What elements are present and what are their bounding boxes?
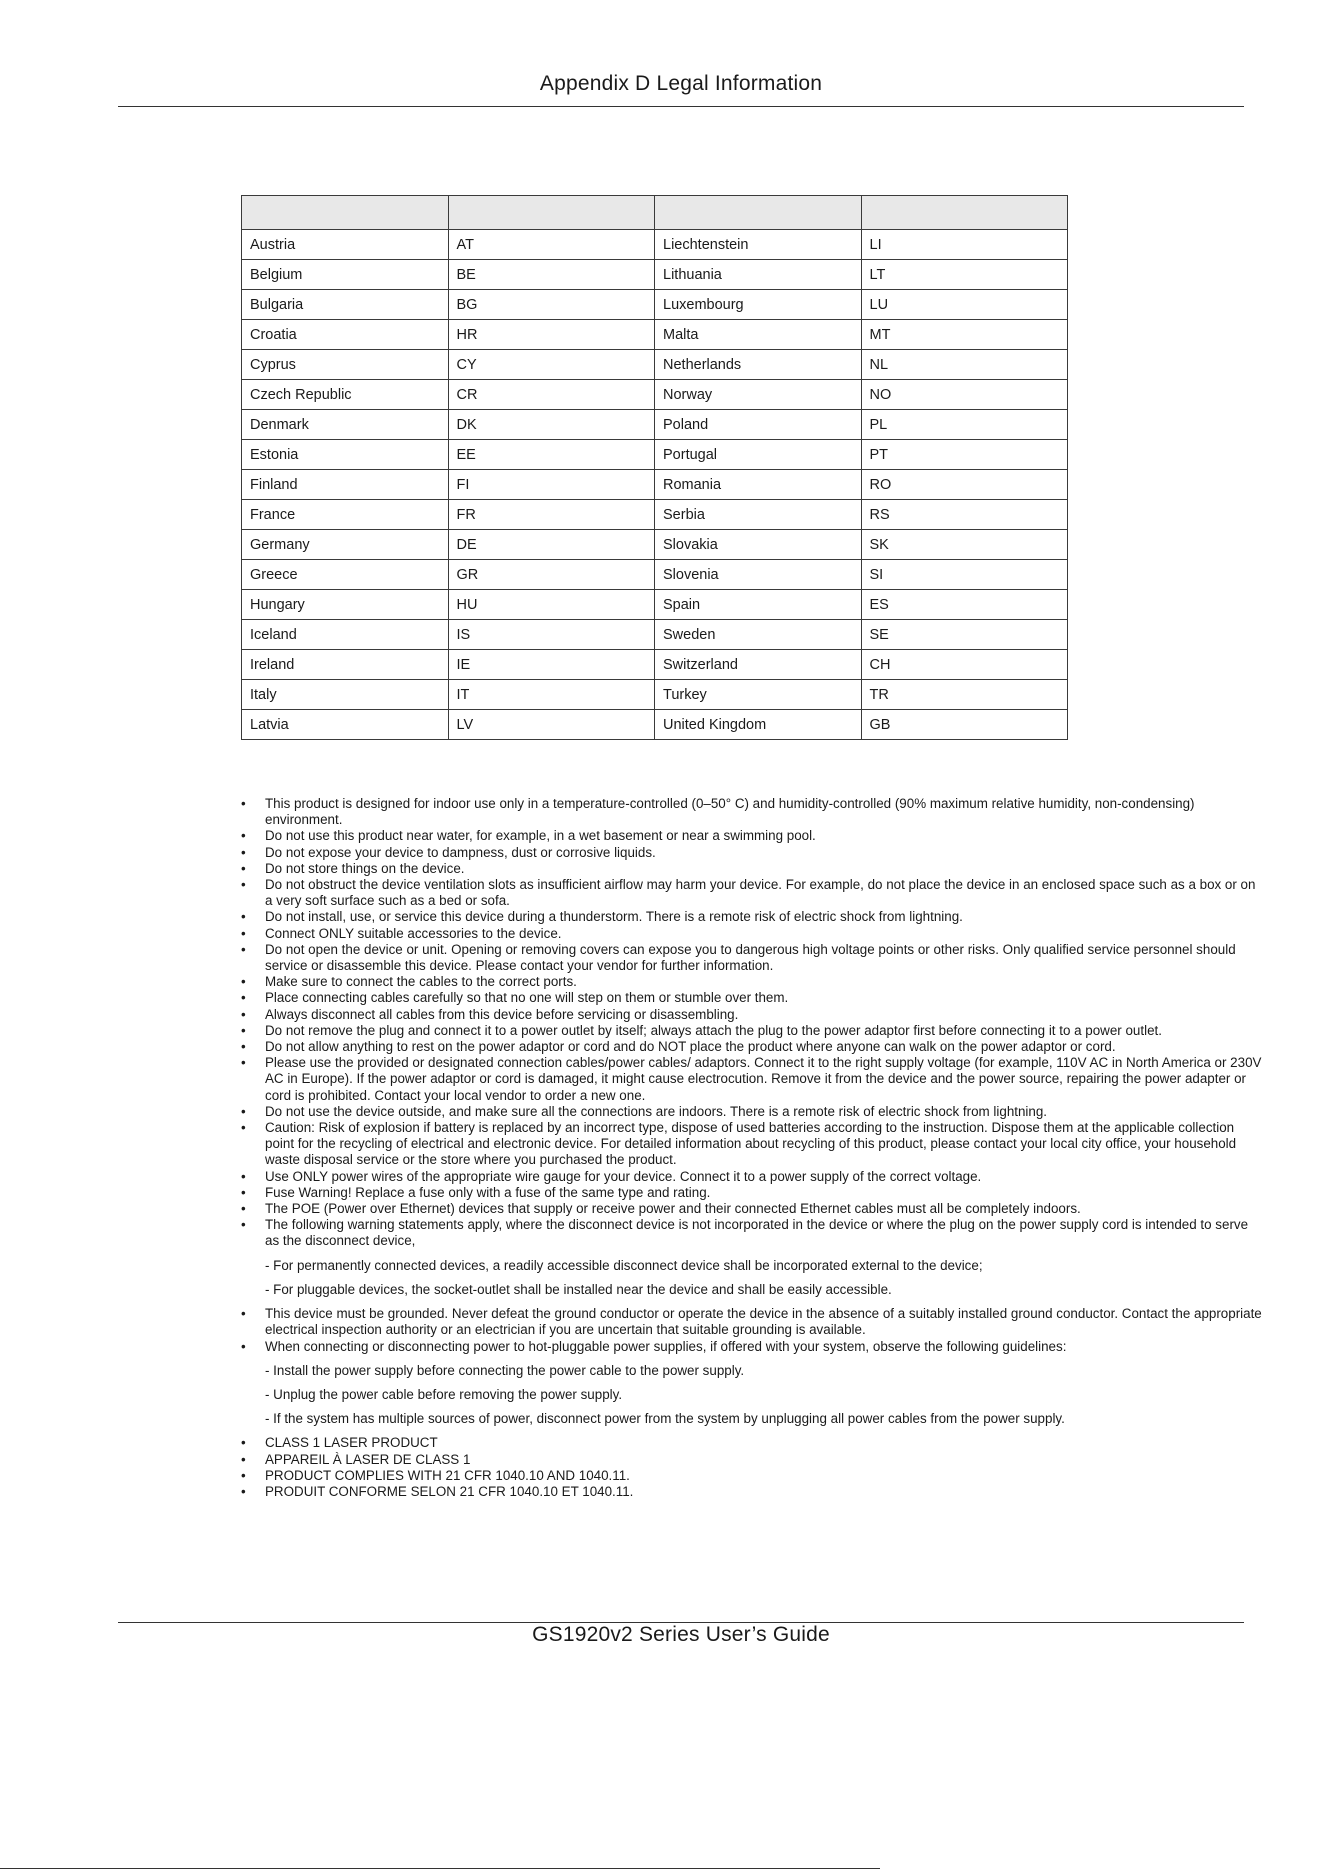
- table-header-cell: [655, 196, 862, 230]
- table-header-row: [242, 196, 1068, 230]
- safety-item-text: Fuse Warning! Replace a fuse only with a fuse of the same type and rating.: [265, 1184, 711, 1200]
- country-name-cell: Estonia: [242, 440, 449, 470]
- country-name-cell: Latvia: [242, 710, 449, 740]
- country-code-cell: NL: [861, 350, 1068, 380]
- safety-list-item: [265, 1306, 1265, 1338]
- safety-list-item: [265, 796, 1265, 828]
- country-code-cell: SE: [861, 620, 1068, 650]
- country-name-cell: Luxembourg: [655, 290, 862, 320]
- safety-item-text: The following warning statements apply, where the disconnect device is not incorporated in the device or where the plug on the power supply cord is intended to serve as the disconnect device,: [265, 1217, 1249, 1249]
- safety-item-text: Do not expose your device to dampness, dust or corrosive liquids.: [265, 844, 656, 860]
- safety-item-text: Do not store things on the device.: [265, 860, 465, 876]
- safety-list-item: [265, 1055, 1265, 1104]
- header-divider: [118, 106, 1244, 107]
- country-code-cell: HU: [448, 590, 655, 620]
- safety-item-text: CLASS 1 LASER PRODUCT: [265, 1435, 438, 1451]
- table-row: [242, 470, 1068, 500]
- table-row: [242, 500, 1068, 530]
- country-name-cell: Cyprus: [242, 350, 449, 380]
- safety-list-item: [265, 926, 1265, 942]
- safety-list-item: [265, 942, 1265, 974]
- country-name-cell: Lithuania: [655, 260, 862, 290]
- safety-item-text: Do not use this product near water, for example, in a wet basement or near a swimming pool.: [265, 828, 816, 844]
- country-code-cell: BE: [448, 260, 655, 290]
- country-code-table: [241, 195, 1068, 740]
- table-row: [242, 320, 1068, 350]
- country-code-cell: ES: [861, 590, 1068, 620]
- safety-item-text: Do not remove the plug and connect it to a power outlet by itself; always attach the plug to the power adaptor first before connecting it to a power outlet.: [265, 1022, 1162, 1038]
- safety-item-text: PRODUIT CONFORME SELON 21 CFR 1040.10 ET 1040.11.: [265, 1483, 634, 1499]
- country-name-cell: Romania: [655, 470, 862, 500]
- safety-sub-item: - If the system has multiple sources of power, disconnect power from the system by unplugging all power cables from the power supply.: [265, 1411, 1065, 1427]
- country-code-cell: MT: [861, 320, 1068, 350]
- safety-list-item: [265, 877, 1265, 909]
- safety-list-item: [265, 1217, 1265, 1249]
- country-name-cell: Poland: [655, 410, 862, 440]
- safety-list-item: [265, 1339, 1265, 1355]
- country-code-cell: IS: [448, 620, 655, 650]
- country-code-cell: CR: [448, 380, 655, 410]
- country-name-cell: Netherlands: [655, 350, 862, 380]
- country-code-cell: GB: [861, 710, 1068, 740]
- country-code-cell: LI: [861, 230, 1068, 260]
- table-row: [242, 410, 1068, 440]
- country-code-cell: HR: [448, 320, 655, 350]
- country-name-cell: Belgium: [242, 260, 449, 290]
- country-name-cell: Ireland: [242, 650, 449, 680]
- country-code-cell: IE: [448, 650, 655, 680]
- country-code-cell: DK: [448, 410, 655, 440]
- safety-list-item: [265, 845, 1265, 861]
- country-code-cell: DE: [448, 530, 655, 560]
- safety-item-text: Place connecting cables carefully so that no one will step on them or stumble over them.: [265, 990, 789, 1006]
- safety-list-item: [265, 1023, 1265, 1039]
- country-code-cell: NO: [861, 380, 1068, 410]
- table-row: [242, 290, 1068, 320]
- country-name-cell: Malta: [655, 320, 862, 350]
- safety-item-text: Use ONLY power wires of the appropriate wire gauge for your device. Connect it to a power supply of the correct voltage.: [265, 1168, 982, 1184]
- table-header-cell: [861, 196, 1068, 230]
- safety-list-item: [265, 1039, 1265, 1055]
- table-row: [242, 380, 1068, 410]
- safety-list-item: [265, 828, 1265, 844]
- country-code-cell: IT: [448, 680, 655, 710]
- safety-sub-item: - For permanently connected devices, a readily accessible disconnect device shall be incorporated external to the device;: [265, 1257, 983, 1273]
- safety-item-text: Do not use the device outside, and make sure all the connections are indoors. There is a remote risk of electric shock from lightning.: [265, 1103, 1048, 1119]
- table-row: [242, 230, 1068, 260]
- table-header-cell: [448, 196, 655, 230]
- country-code-cell: RO: [861, 470, 1068, 500]
- country-code-cell: GR: [448, 560, 655, 590]
- country-name-cell: Switzerland: [655, 650, 862, 680]
- safety-item-text: The POE (Power over Ethernet) devices that supply or receive power and their connected Ethernet cables must all be completely indoors.: [265, 1201, 1081, 1217]
- safety-item-text: Caution: Risk of explosion if battery is replaced by an incorrect type, dispose of used batteries according to the instruction. Dispose them at the applicable collection point for the recycling of electrical and electronic device. For detailed information about recycling of this product, please contact your local city office, your household waste disposal service or the store where you purchased the product.: [265, 1120, 1237, 1168]
- country-code-cell: RS: [861, 500, 1068, 530]
- table-row: [242, 620, 1068, 650]
- safety-item-text: Do not install, use, or service this device during a thunderstorm. There is a remote risk of electric shock from lightning.: [265, 909, 963, 925]
- country-name-cell: Spain: [655, 590, 862, 620]
- safety-list-item: [265, 1169, 1265, 1185]
- safety-list-item: [265, 1468, 1265, 1484]
- country-name-cell: Italy: [242, 680, 449, 710]
- safety-list-item: [265, 974, 1265, 990]
- country-name-cell: Sweden: [655, 620, 862, 650]
- safety-warnings-list: [241, 796, 1265, 1500]
- safety-item-text: Please use the provided or designated connection cables/power cables/ adaptors. Connect it to the right supply voltage (for example, 110V AC in North America or 230V AC in Europe). If the power adaptor or cord is damaged, it might cause electrocution. Remove it from the device and the power source, repairing the power adapter or cord is prohibited. Contact your local vendor to order a new one.: [265, 1055, 1262, 1103]
- safety-list-item: [265, 1435, 1265, 1451]
- table-row: [242, 680, 1068, 710]
- country-name-cell: Iceland: [242, 620, 449, 650]
- country-name-cell: United Kingdom: [655, 710, 862, 740]
- safety-item-text: APPAREIL À LASER DE CLASS 1: [265, 1451, 471, 1467]
- safety-list-item: [265, 1201, 1265, 1217]
- country-code-cell: CY: [448, 350, 655, 380]
- safety-list-item: [265, 990, 1265, 1006]
- safety-item-text: Do not allow anything to rest on the power adaptor or cord and do NOT place the product where anyone can walk on the power adaptor or cord.: [265, 1039, 1116, 1055]
- safety-list-item: [265, 1452, 1265, 1468]
- country-name-cell: Norway: [655, 380, 862, 410]
- country-name-cell: Liechtenstein: [655, 230, 862, 260]
- country-name-cell: France: [242, 500, 449, 530]
- country-name-cell: Denmark: [242, 410, 449, 440]
- table-row: [242, 440, 1068, 470]
- safety-sub-item: - For pluggable devices, the socket-outlet shall be installed near the device and shall be easily accessible.: [265, 1281, 892, 1297]
- table-row: [242, 260, 1068, 290]
- country-name-cell: Bulgaria: [242, 290, 449, 320]
- table-row: [242, 530, 1068, 560]
- safety-sub-item: - Install the power supply before connecting the power cable to the power supply.: [265, 1362, 745, 1378]
- table-header-cell: [242, 196, 449, 230]
- safety-item-text: When connecting or disconnecting power to hot-pluggable power supplies, if offered with your system, observe the following guidelines:: [265, 1338, 1067, 1354]
- country-name-cell: Hungary: [242, 590, 449, 620]
- page-footer-title: GS1920v2 Series User’s Guide: [532, 1623, 830, 1646]
- safety-item-text: This device must be grounded. Never defeat the ground conductor or operate the device in the absence of a suitably installed ground conductor. Contact the appropriate electrical inspection authority or an electrician if you are uncertain that suitable grounding is available.: [265, 1306, 1262, 1338]
- page-header-title: Appendix D Legal Information: [539, 72, 823, 95]
- page-bottom-edge: [0, 1868, 880, 1869]
- country-code-cell: SI: [861, 560, 1068, 590]
- safety-item-text: Do not obstruct the device ventilation slots as insufficient airflow may harm your device. For example, do not place the device in an enclosed space such as a box or on a very soft surface such as a bed or sofa.: [265, 877, 1256, 909]
- country-code-cell: LV: [448, 710, 655, 740]
- country-code-cell: PL: [861, 410, 1068, 440]
- safety-list-item: [265, 1104, 1265, 1120]
- country-name-cell: Slovakia: [655, 530, 862, 560]
- country-code-cell: SK: [861, 530, 1068, 560]
- country-name-cell: Greece: [242, 560, 449, 590]
- safety-item-text: Do not open the device or unit. Opening or removing covers can expose you to dangerous high voltage points or other risks. Only qualified service personnel should service or disassemble this device. Please contact your vendor for further information.: [265, 941, 1236, 974]
- country-code-cell: BG: [448, 290, 655, 320]
- country-name-cell: Czech Republic: [242, 380, 449, 410]
- country-name-cell: Croatia: [242, 320, 449, 350]
- country-code-cell: CH: [861, 650, 1068, 680]
- safety-list-item: [265, 1120, 1265, 1169]
- safety-item-text: Make sure to connect the cables to the correct ports.: [265, 974, 577, 990]
- country-name-cell: Germany: [242, 530, 449, 560]
- safety-item-text: Connect ONLY suitable accessories to the device.: [265, 925, 562, 941]
- safety-list-item: [265, 1185, 1265, 1201]
- safety-list-item: [265, 909, 1265, 925]
- country-code-cell: AT: [448, 230, 655, 260]
- country-name-cell: Slovenia: [655, 560, 862, 590]
- safety-list-item: [265, 1484, 1265, 1500]
- table-row: [242, 650, 1068, 680]
- country-name-cell: Austria: [242, 230, 449, 260]
- country-name-cell: Serbia: [655, 500, 862, 530]
- country-code-cell: FI: [448, 470, 655, 500]
- country-code-cell: PT: [861, 440, 1068, 470]
- country-code-cell: LT: [861, 260, 1068, 290]
- safety-item-text: PRODUCT COMPLIES WITH 21 CFR 1040.10 AND 1040.11.: [265, 1467, 630, 1483]
- safety-list-item: [265, 861, 1265, 877]
- country-code-cell: FR: [448, 500, 655, 530]
- safety-item-text: Always disconnect all cables from this device before servicing or disassembling.: [265, 1006, 739, 1022]
- table-row: [242, 710, 1068, 740]
- country-name-cell: Turkey: [655, 680, 862, 710]
- safety-item-text: This product is designed for indoor use only in a temperature-controlled (0–50° C) and humidity-controlled (90% maximum relative humidity, non-condensing) environment.: [265, 796, 1195, 828]
- country-name-cell: Portugal: [655, 440, 862, 470]
- table-row: [242, 590, 1068, 620]
- country-name-cell: Finland: [242, 470, 449, 500]
- safety-sub-item: - Unplug the power cable before removing the power supply.: [265, 1386, 623, 1402]
- country-code-cell: EE: [448, 440, 655, 470]
- table-row: [242, 560, 1068, 590]
- country-code-cell: TR: [861, 680, 1068, 710]
- country-table-body: [242, 230, 1068, 740]
- country-code-cell: LU: [861, 290, 1068, 320]
- safety-list-item: [265, 1007, 1265, 1023]
- table-row: [242, 350, 1068, 380]
